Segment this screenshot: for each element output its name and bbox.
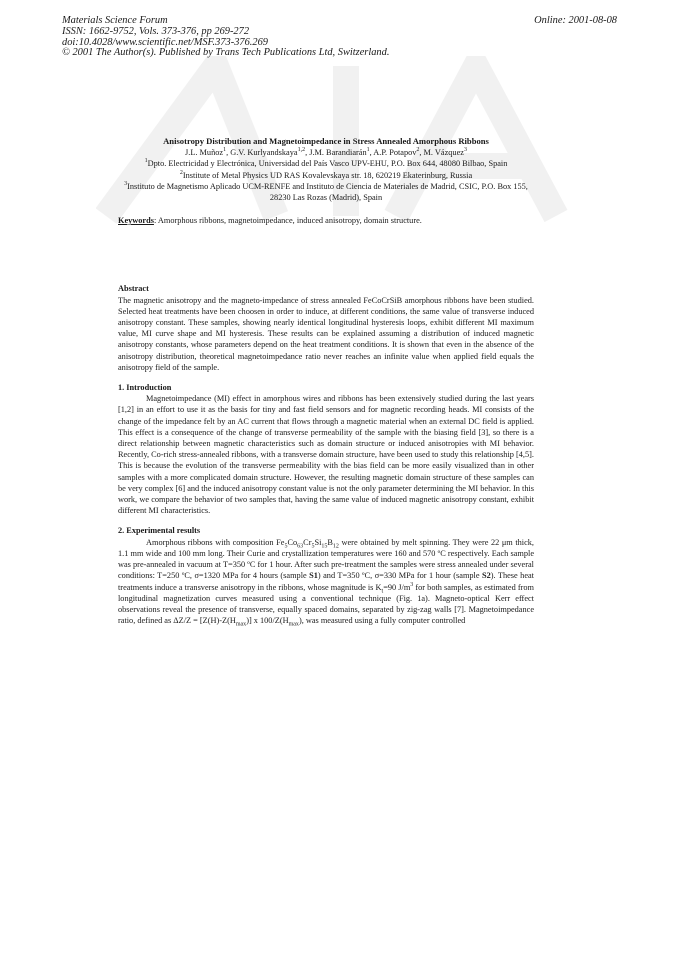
- author-1: J.L. Muñoz: [185, 148, 224, 158]
- keywords-label: Keywords: [118, 216, 154, 226]
- abstract-text: The magnetic anisotropy and the magneto-impedance of stress annealed FeCoCrSiB amorphous ribbons have been studied. Selected heat treatments have been choosen in order to induce, at different conditions, the same value of transverse induced anisotropy constant. These samples, showing nearly identical longitudinal hysteresis loops, exhibit different MI maximum value, MI curve shape and MI hysteresis. These results can be explained assuming a distribution of induced magnetic anisotropy constants, whose parameters depend on the heat treatment conditions. It is shown that even in the absence of the anisotropy distribution, theoretical magnetoimpedance ratio never reaches an infinite value when applied field equals the anisotropy field of the sample.: [118, 295, 534, 372]
- affiliation-1-text: Dpto. Electricidad y Electrónica, Universidad del País Vasco UPV-EHU, P.O. Box 644, 48080 Bilbao, Spain: [147, 159, 508, 169]
- introduction-section: [118, 382, 534, 516]
- exp-text-2: Co: [287, 537, 298, 547]
- online-date: Online: 2001-08-08: [534, 15, 617, 26]
- exp-sub-6: t: [381, 588, 384, 595]
- journal-header: [62, 16, 617, 59]
- author-2-mark: 1,2: [297, 147, 306, 154]
- author-4-mark: 2: [416, 147, 420, 154]
- affiliation-2-mark: 2: [179, 169, 183, 176]
- introduction-text: Magnetoimpedance (MI) effect in amorphous wires and ribbons has been extensively studied during the last years [1,2] in an effort to use it as the basis for tiny and fast field sensors and for magnetic recording heads. MI consists of the change of the impedance felt by an AC current that flows through a magnetic material when an external DC field is applied. This effect is a consequence of the change of transverse permeability of the sample with the biasing field [3], so there is a direct relationship between magnetic characteristics such as domain structure or induced anisotropies with MI behavior. Recently, Co-rich stress-annealed ribbons, with a transverse domain structure, have been used to study this relationship [4,5]. This is because the evolution of the transverse permeability with the bias field can be more easily visualized than in other samples with a more complicated domain structure. However, the resulting magnetic domain structure of these samples can be very complex [6] and the induced anisotropy constant value is not the only parameter determining the MI behavior. In this work, we compare the behavior of two samples that, having the same value of induced magnetic anisotropy constant, exhibit different MI characteristics.: [118, 394, 534, 516]
- exp-sub-1: 5: [284, 543, 288, 550]
- exp-text-10: for both samples, as estimated from longitudinal magnetization curves measured using a conventional technique (Fig. 1a). Magneto-optical Kerr effect observations reveal the presence of transverse, equally spaced domains, separated by zig-zag walls [7]. Magnetoimpedance ratio, defined as ΔZ/Z = [Z(H)-Z(H: [118, 582, 534, 626]
- author-2: , G.V. Kurlyandskaya: [226, 148, 298, 158]
- paper-body: [118, 136, 534, 626]
- author-3-mark: 1: [366, 147, 370, 154]
- exp-text-7: ) and T=350 ºC, σ=330 MPa for 1 hour (sample: [317, 571, 482, 581]
- affiliation-1-mark: 1: [144, 158, 148, 165]
- sample-s2-label: S2: [482, 571, 491, 581]
- doi-line[interactable]: doi:10.4028/www.scientific.net/MSF.373-376.269: [62, 36, 268, 48]
- experimental-text: [118, 537, 534, 627]
- exp-text-11: )] x 100/Z(H: [246, 616, 289, 626]
- exp-text-1: Amorphous ribbons with composition Fe: [146, 537, 285, 547]
- affiliation-3-text: Instituto de Magnetismo Aplicado UCM-RENFE and Instituto de Ciencia de Materiales de Madrid, CSIC, P.O. Box 155, 28230 Las Rozas (Madrid), Spain: [127, 181, 528, 203]
- abstract-section: [118, 283, 534, 373]
- affiliation-2-text: Institute of Metal Physics UD RAS Kovalevskaya str. 18, 620219 Ekaterinburg, Russia: [182, 170, 473, 180]
- paper-title: Anisotropy Distribution and Magnetoimpedance in Stress Annealed Amorphous Ribbons: [163, 136, 489, 146]
- affiliation-1: [118, 158, 534, 169]
- author-5: , M. Vázquez: [419, 148, 464, 158]
- author-3: , J.M. Barandiarán: [305, 148, 367, 158]
- exp-sub-2: 63: [297, 543, 304, 550]
- author-1-mark: 1: [223, 147, 227, 154]
- exp-sub-5: 12: [332, 543, 339, 550]
- exp-text-5: B: [327, 537, 333, 547]
- author-5-mark: 3: [463, 147, 467, 154]
- introduction-heading: 1. Introduction: [118, 383, 172, 393]
- affiliation-3-mark: 3: [124, 181, 128, 188]
- keywords-text: : Amorphous ribbons, magnetoimpedance, induced anisotropy, domain structure.: [153, 216, 422, 226]
- author-list: [118, 147, 534, 158]
- exp-sub-8: max: [288, 621, 299, 628]
- abstract-heading: Abstract: [118, 284, 149, 294]
- affiliation-3: [118, 181, 534, 203]
- exp-sub-3: 5: [311, 543, 315, 550]
- exp-sup-1: 3: [410, 581, 414, 588]
- sample-s1-label: S1: [309, 571, 318, 581]
- exp-text-6: were obtained by melt spinning. They were 22 μm thick, 1.1 mm wide and 100 mm long. Their Curie and crystallization temperatures were 160 and 570 ºC respectively. Each sample was pre-annealed in vacuum at T=350 ºC for 1 hour. After such pre-treatment the samples were stress annealed under several conditions: T=250 ºC, σ=1320 MPa for 4 hours (sample: [118, 537, 534, 581]
- experimental-heading: 2. Experimental results: [118, 526, 201, 536]
- exp-text-8: ). These heat treatments induce a transverse anisotropy in the ribbons, whose magnitude is K: [118, 571, 534, 592]
- exp-text-9: =90 J/m: [383, 582, 411, 592]
- exp-text-12: ), was measured using a fully computer controlled: [298, 616, 466, 626]
- issn-line: ISSN: 1662-9752, Vols. 373-376, pp 269-272: [62, 25, 250, 37]
- exp-text-4: Si: [314, 537, 322, 547]
- copyright-line: © 2001 The Author(s). Published by Trans Tech Publications Ltd, Switzerland.: [62, 47, 390, 59]
- author-4: , A.P. Potapov: [369, 148, 417, 158]
- keywords: [118, 215, 534, 226]
- experimental-section: [118, 525, 534, 626]
- exp-sub-7: max: [235, 621, 247, 628]
- exp-sub-4: 15: [321, 543, 328, 550]
- exp-text-3: Cr: [303, 537, 312, 547]
- journal-name: Materials Science Forum: [62, 15, 168, 26]
- affiliation-2: [118, 170, 534, 181]
